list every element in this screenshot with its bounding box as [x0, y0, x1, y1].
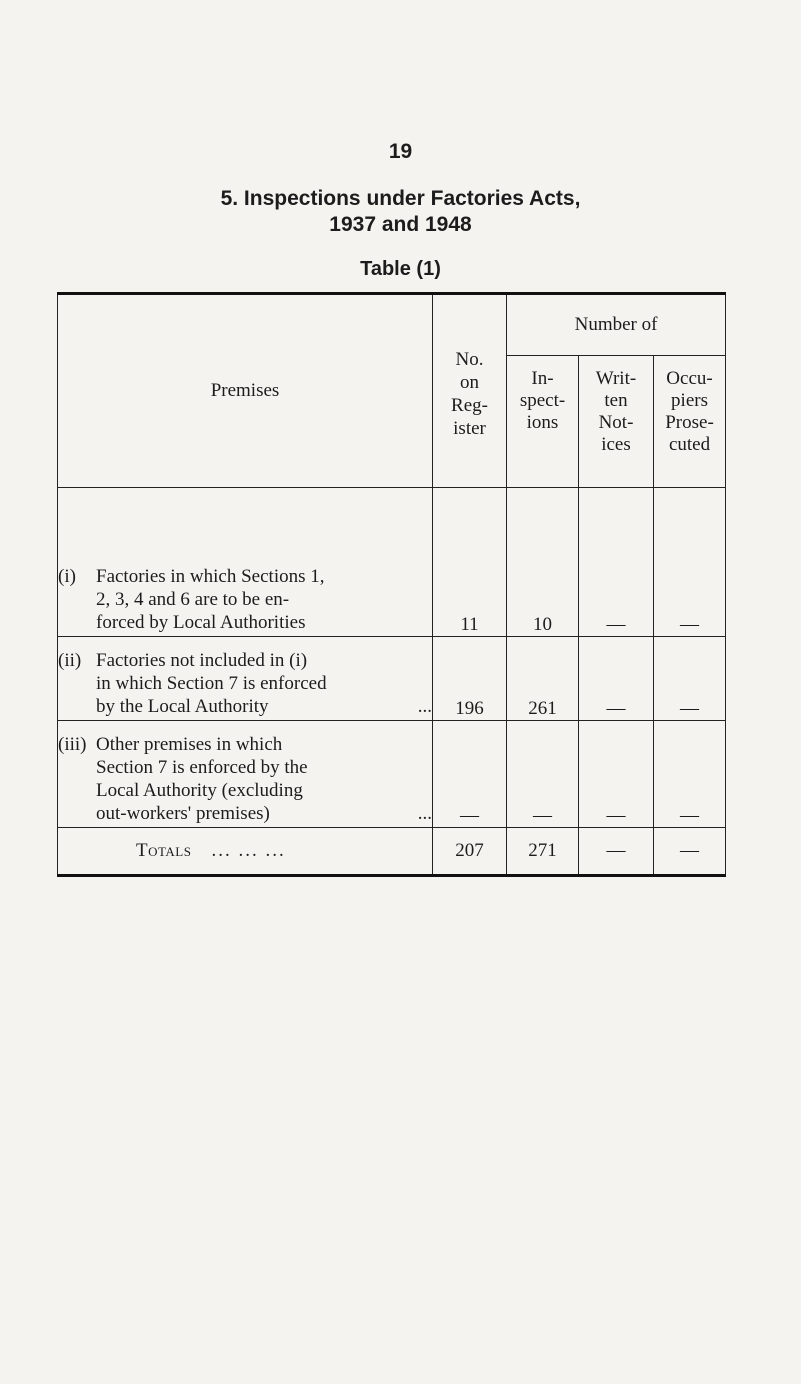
- cell-register: 196: [433, 637, 507, 721]
- row-text-line: in which Section 7 is enforced: [96, 673, 327, 694]
- header-written-notices: [579, 356, 654, 488]
- cell-prosecuted: —: [654, 488, 726, 637]
- cell-inspections: 10: [507, 488, 579, 637]
- heading-line-1: 5. Inspections under Factories Acts,: [220, 187, 581, 210]
- table-row: [58, 488, 726, 637]
- total-inspections: 271: [507, 828, 579, 876]
- header-number-of: Number of: [507, 294, 726, 356]
- table-row: [58, 637, 726, 721]
- header-occupiers-prosecuted-line: piers: [671, 390, 708, 411]
- header-written-notices-line: Writ-: [595, 368, 637, 389]
- row-text-line: Local Authority (excluding: [96, 780, 303, 801]
- cell-prosecuted: —: [654, 637, 726, 721]
- header-inspections: [507, 356, 579, 488]
- header-premises: Premises: [58, 294, 433, 488]
- table-row: [58, 721, 726, 828]
- totals-row: [58, 828, 726, 876]
- header-inspections-line: spect-: [519, 390, 566, 411]
- row-text-line: Factories not included in (i): [96, 650, 308, 671]
- row-text-line: 2, 3, 4 and 6 are to be en-: [96, 589, 290, 610]
- header-occupiers-prosecuted-line: cuted: [668, 434, 711, 455]
- header-no-on-register-line: on: [460, 372, 479, 393]
- row-leader-dots: ...: [417, 696, 432, 717]
- totals-label: Totals: [136, 840, 192, 861]
- cell-prosecuted: —: [654, 721, 726, 828]
- total-register: 207: [433, 828, 507, 876]
- row-text-line: Section 7 is enforced by the: [96, 757, 308, 778]
- row-text-line: Other premises in which: [96, 734, 283, 755]
- cell-inspections: —: [507, 721, 579, 828]
- totals-leader-dots: ... ... ...: [211, 840, 286, 861]
- inspections-table: [57, 292, 726, 877]
- row-numeral: (i): [58, 566, 76, 587]
- total-prosecuted: —: [654, 828, 726, 876]
- heading-line-2: 1937 and 1948: [329, 213, 472, 236]
- cell-inspections: 261: [507, 637, 579, 721]
- row-leader-dots: ...: [417, 803, 432, 824]
- row-text-line: by the Local Authority: [96, 696, 269, 717]
- header-no-on-register-line: Reg-: [451, 395, 488, 416]
- cell-notices: —: [579, 488, 654, 637]
- header-occupiers-prosecuted-line: Prose-: [665, 412, 714, 433]
- cell-register: —: [433, 721, 507, 828]
- row-description: [58, 637, 433, 721]
- header-no-on-register-line: No.: [455, 349, 484, 370]
- header-written-notices-line: Not-: [598, 412, 634, 433]
- table-title: Table (1): [360, 258, 441, 280]
- totals-label-cell: [58, 828, 433, 876]
- header-written-notices-line: ices: [601, 434, 631, 455]
- header-no-on-register-line: ister: [453, 418, 486, 439]
- total-notices: —: [579, 828, 654, 876]
- header-inspections-line: In-: [531, 368, 554, 389]
- page-number: 19: [388, 140, 413, 163]
- header-occupiers-prosecuted: [654, 356, 726, 488]
- header-written-notices-line: ten: [604, 390, 628, 411]
- header-no-on-register: [433, 294, 507, 488]
- row-text-line: Factories in which Sections 1,: [96, 566, 325, 587]
- row-description: [58, 721, 433, 828]
- row-text-line: forced by Local Authorities: [96, 612, 306, 633]
- row-numeral: (iii): [58, 734, 87, 755]
- row-description: [58, 488, 433, 637]
- cell-notices: —: [579, 721, 654, 828]
- section-heading: [0, 186, 801, 238]
- header-inspections-line: ions: [526, 412, 559, 433]
- row-text-line: out-workers' premises): [96, 803, 270, 824]
- cell-notices: —: [579, 637, 654, 721]
- header-occupiers-prosecuted-line: Occu-: [666, 368, 713, 389]
- cell-register: 11: [433, 488, 507, 637]
- row-numeral: (ii): [58, 650, 82, 671]
